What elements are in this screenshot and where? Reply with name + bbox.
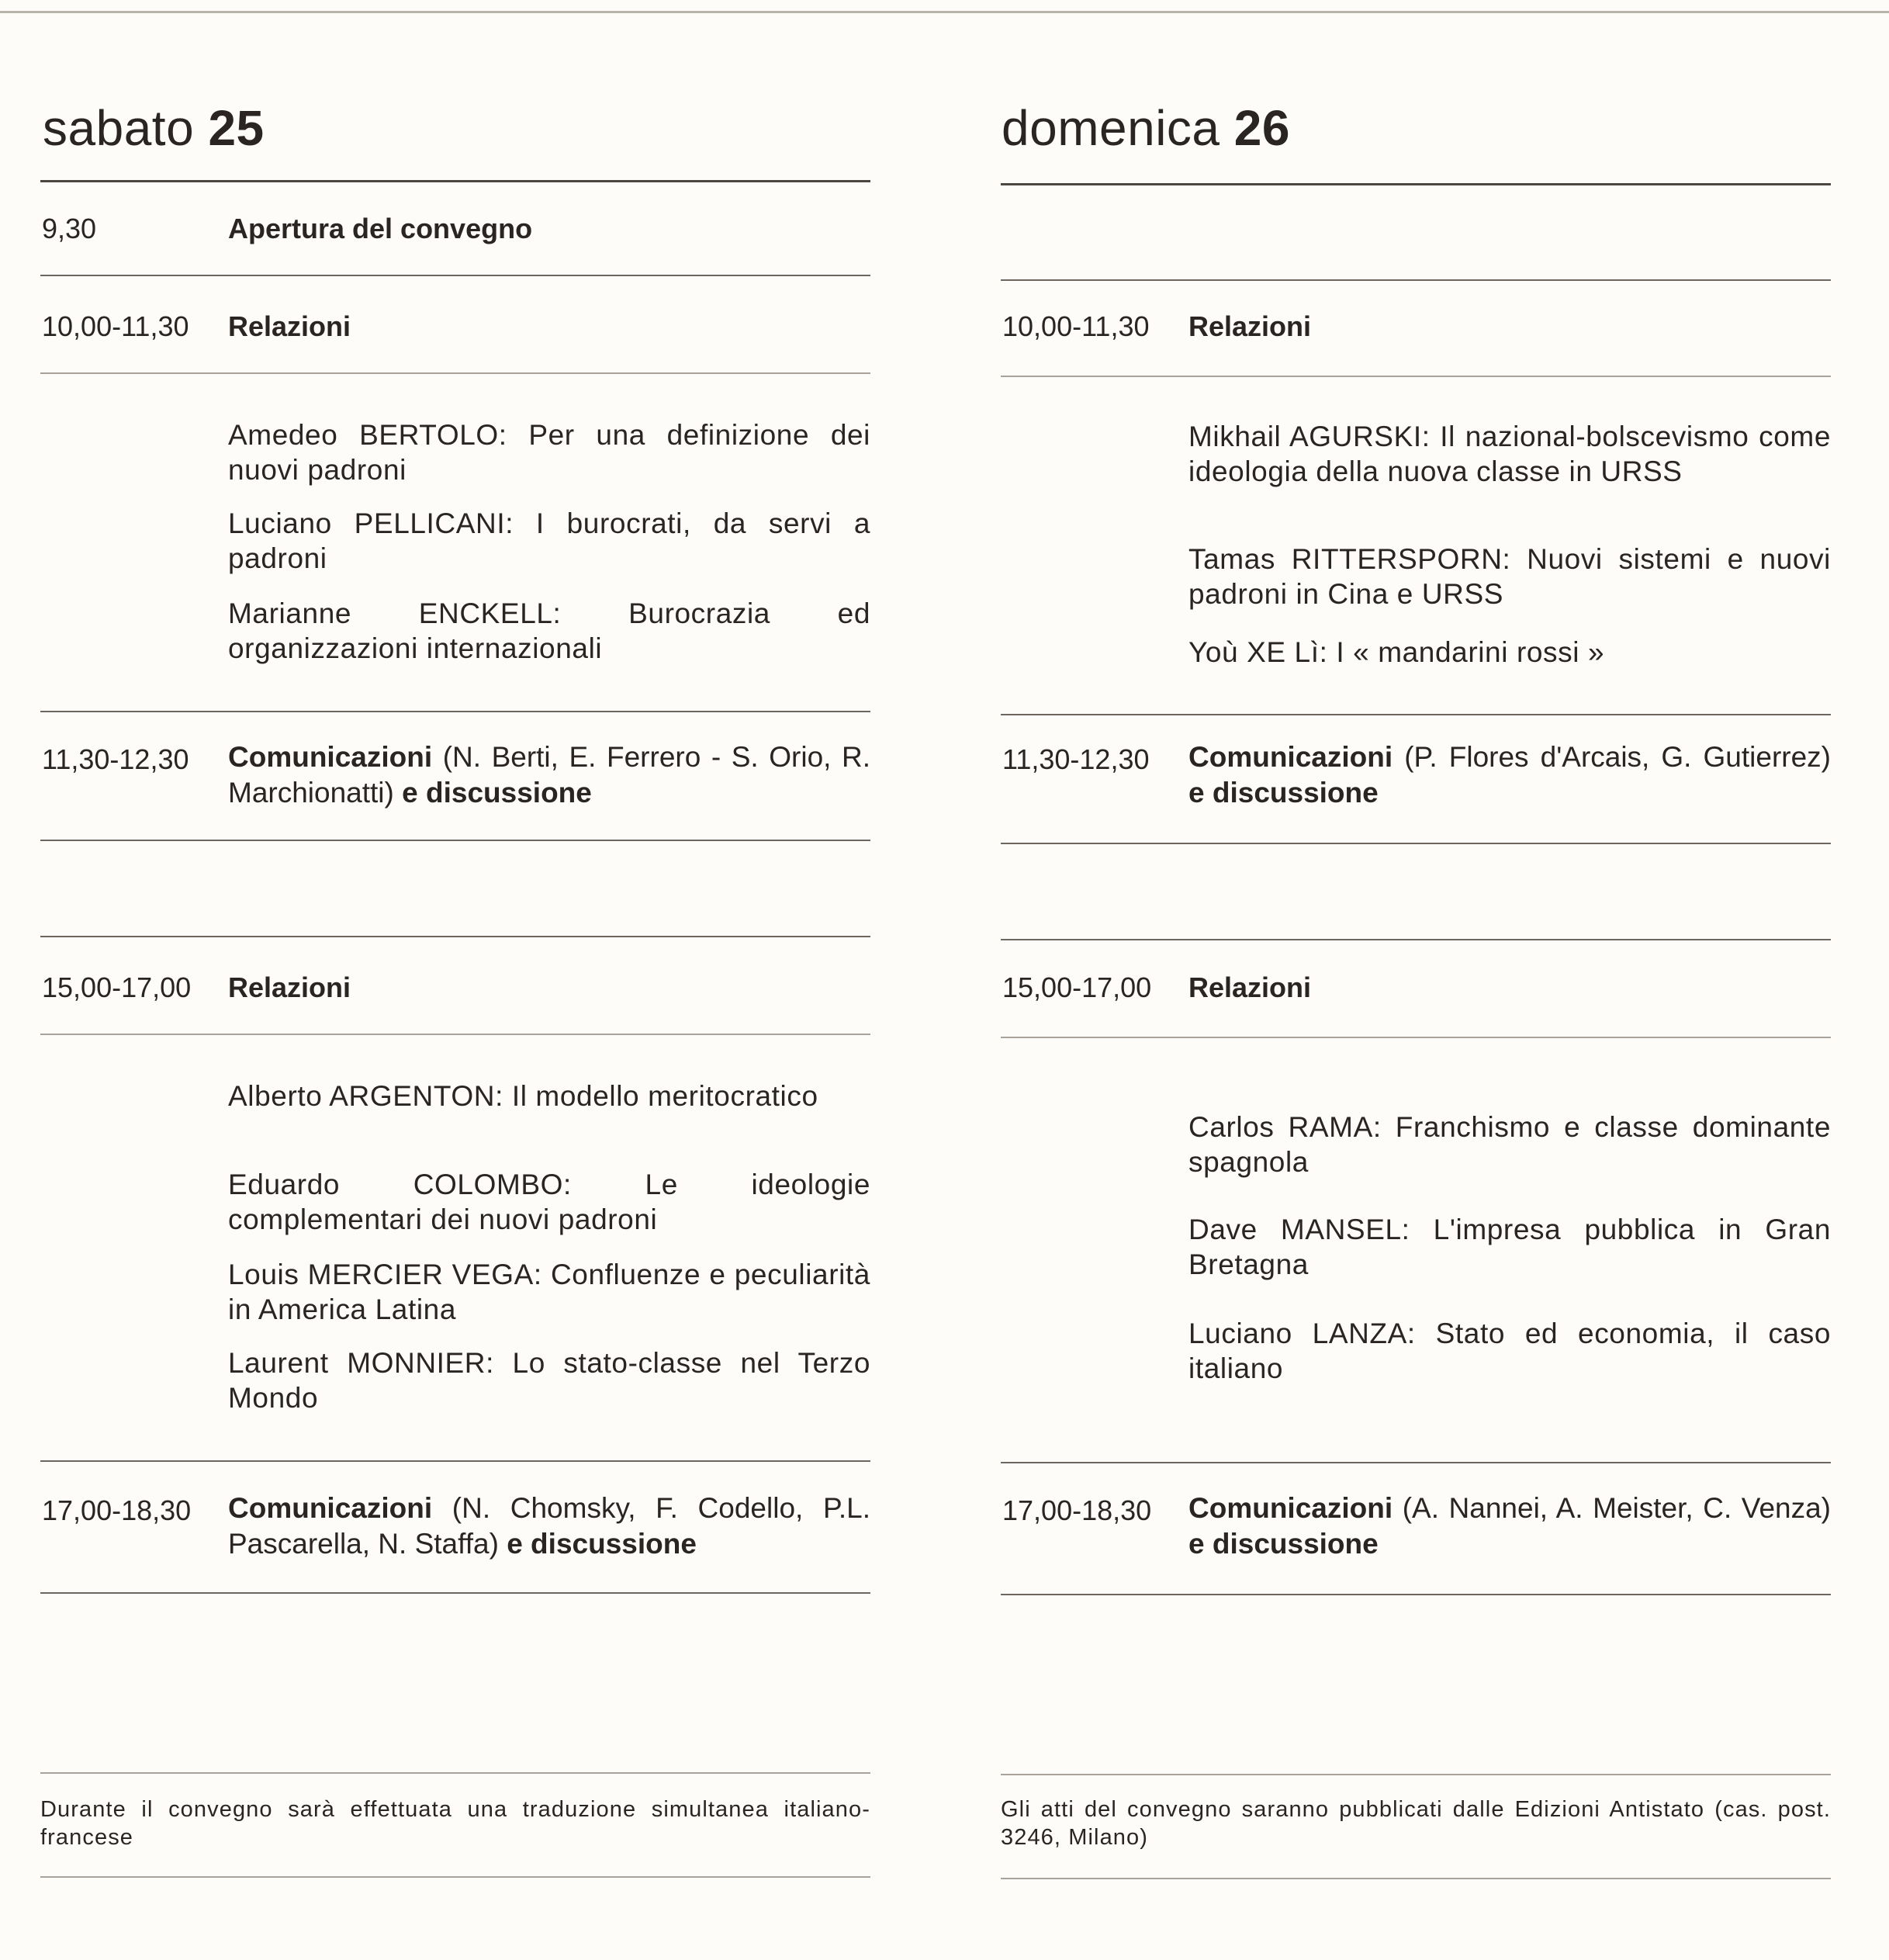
talk-item: Laurent MONNIER: Lo stato-classe nel Terzo Mondo (228, 1347, 870, 1414)
discussion-label: e discussione (1188, 777, 1379, 809)
communications-names: (P. Flores d'Arcais, G. Gutierrez) (1404, 741, 1831, 773)
talk-item: Eduardo COLOMBO: Le ideologie complementari dei nuovi padroni (228, 1169, 870, 1235)
opening-time: 9,30 (42, 213, 97, 244)
divider (1001, 939, 1831, 940)
session-label: Relazioni (1188, 310, 1312, 342)
divider (1001, 183, 1831, 185)
divider (40, 275, 870, 276)
discussion-label: e discussione (1188, 1528, 1379, 1560)
divider (40, 1460, 870, 1462)
divider (40, 1772, 870, 1774)
day-title-saturday (43, 99, 265, 157)
communications-names: (N. Berti, E. Ferrero - S. Orio, R. Marchionatti) (228, 741, 870, 809)
day-number: 26 (1233, 100, 1290, 156)
divider (40, 180, 870, 182)
session-time: 10,00-11,30 (1002, 310, 1150, 342)
discussion-label: e discussione (402, 777, 592, 809)
talk-item: Carlos RAMA: Franchismo e classe dominante spagnola (1188, 1111, 1831, 1178)
communications-entry (1188, 1491, 1831, 1562)
divider (1001, 714, 1831, 715)
day-title-sunday (1002, 99, 1290, 157)
session-time: 17,00-18,30 (42, 1494, 192, 1526)
divider (40, 840, 870, 841)
divider (1001, 1037, 1831, 1038)
talk-item: Dave MANSEL: L'impresa pubblica in Gran Bretagna (1188, 1214, 1831, 1280)
session-label: Relazioni (228, 971, 351, 1003)
communications-entry (1188, 739, 1831, 811)
communications-label: Comunicazioni (228, 741, 433, 773)
session-label: Relazioni (228, 310, 351, 342)
discussion-label: e discussione (507, 1528, 697, 1560)
talk-item: Marianne ENCKELL: Burocrazia ed organizzazioni internazionali (228, 597, 870, 664)
talk-item: Yoù XE Lì: I « mandarini rossi » (1188, 636, 1605, 668)
divider (1001, 1774, 1831, 1775)
day-number: 25 (208, 100, 265, 156)
session-label: Relazioni (1188, 971, 1312, 1003)
talk-item: Mikhail AGURSKI: Il nazional-bolscevismo come ideologia della nuova classe in URSS (1188, 421, 1831, 487)
session-time: 17,00-18,30 (1002, 1494, 1152, 1526)
talk-item: Louis MERCIER VEGA: Confluenze e peculiarità in America Latina (228, 1259, 870, 1325)
divider (40, 711, 870, 712)
communications-entry (228, 739, 870, 811)
communications-names: (A. Nannei, A. Meister, C. Venza) (1402, 1492, 1832, 1524)
talk-item: Amedeo BERTOLO: Per una definizione dei nuovi padroni (228, 419, 870, 486)
divider (40, 1876, 870, 1878)
session-time: 15,00-17,00 (42, 971, 192, 1003)
day-name: sabato (43, 100, 195, 156)
communications-label: Comunicazioni (1188, 741, 1393, 773)
divider (1001, 1462, 1831, 1463)
talk-item: Luciano PELLICANI: I burocrati, da servi a padroni (228, 507, 870, 574)
divider (1001, 279, 1831, 281)
divider (40, 1034, 870, 1035)
communications-label: Comunicazioni (1188, 1492, 1393, 1524)
footnote: Gli atti del convegno saranno pubblicati dalle Edizioni Antistato (cas. post. 3246, Milano) (1001, 1797, 1831, 1850)
divider (40, 1592, 870, 1594)
communications-entry (228, 1491, 870, 1562)
talk-item: Tamas RITTERSPORN: Nuovi sistemi e nuovi padroni in Cina e URSS (1188, 543, 1831, 610)
divider (40, 936, 870, 937)
session-time: 15,00-17,00 (1002, 971, 1152, 1003)
talk-item: Luciano LANZA: Stato ed economia, il caso italiano (1188, 1318, 1831, 1384)
communications-names: (N. Chomsky, F. Codello, P.L. Pascarella, N. Staffa) (228, 1492, 871, 1560)
opening-label: Apertura del convegno (228, 213, 533, 244)
talk-item: Alberto ARGENTON: Il modello meritocratico (228, 1080, 818, 1112)
divider (1001, 1878, 1831, 1879)
divider (40, 372, 870, 374)
fold-edge (0, 11, 1889, 13)
divider (1001, 843, 1831, 844)
communications-label: Comunicazioni (228, 1492, 433, 1524)
divider (1001, 1594, 1831, 1595)
session-time: 11,30-12,30 (1002, 743, 1150, 775)
session-time: 11,30-12,30 (42, 743, 189, 775)
footnote: Durante il convegno sarà effettuata una traduzione simultanea italiano-francese (40, 1797, 870, 1850)
session-time: 10,00-11,30 (42, 310, 189, 342)
divider (1001, 376, 1831, 377)
day-name: domenica (1002, 100, 1220, 156)
